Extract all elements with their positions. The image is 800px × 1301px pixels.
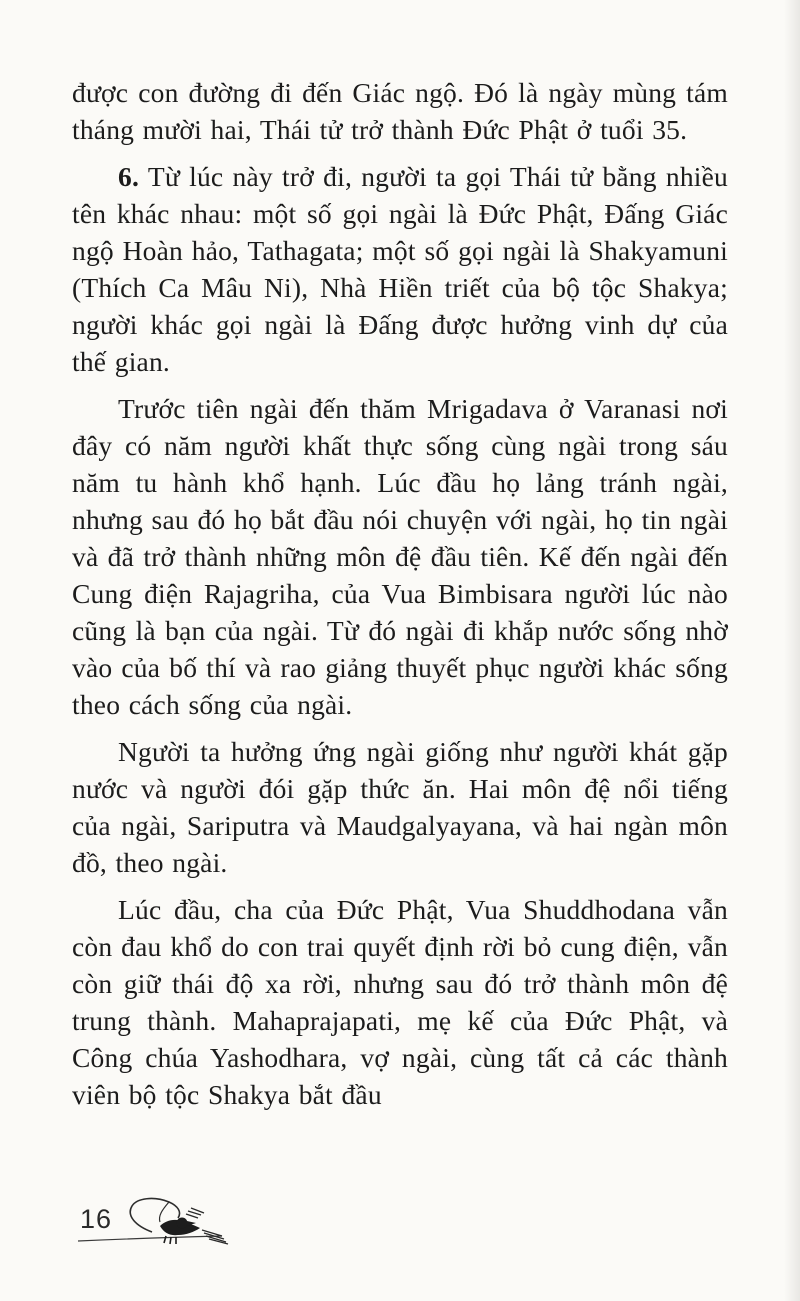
page-footer [74, 1192, 264, 1254]
paragraph-text: Trước tiên ngài đến thăm Mrigadava ở Varanasi nơi đây có năm người khất thực sống cùng ngài trong sáu năm tu hành khổ hạnh. Lúc đầu họ lảng tránh ngài, nhưng sau đó họ bắt đầu nói chuyện với ngài, họ tin ngài và đã trở thành những môn đệ đầu tiên. Kế đến ngài đến Cung điện Rajagriha, của Vua Bimbisara người lúc nào cũng là bạn của ngài. Từ đó ngài đi khắp nước sống nhờ vào của bố thí và rao giảng thuyết phục người khác sống theo cách sống của ngài. [72, 393, 728, 720]
page-text-block [72, 74, 728, 1123]
paragraph [72, 74, 728, 148]
paragraph [72, 390, 728, 723]
paragraph [72, 158, 728, 380]
paragraph-text: Từ lúc này trở đi, người ta gọi Thái tử bằng nhiều tên khác nhau: một số gọi ngài là Đức Phật, Đấng Giác ngộ Hoàn hảo, Tathagata; một số gọi ngài là Shakyamuni (Thích Ca Mâu Ni), Nhà Hiền triết của bộ tộc Shakya; người khác gọi ngài là Đấng được hưởng vinh dự của thế gian. [72, 161, 728, 377]
paragraph-text: Lúc đầu, cha của Đức Phật, Vua Shuddhodana vẫn còn đau khổ do con trai quyết định rời bỏ cung điện, vẫn còn giữ thái độ xa rời, nhưng sau đó trở thành môn đệ trung thành. Mahaprajapati, mẹ kế của Đức Phật, và Công chúa Yashodhara, vợ ngài, cùng tất cả các thành viên bộ tộc Shakya bắt đầu [72, 894, 728, 1110]
paragraph-text: được con đường đi đến Giác ngộ. Đó là ngày mùng tám tháng mười hai, Thái tử trở thành Đức Phật ở tuổi 35. [72, 77, 728, 145]
paragraph-text: Người ta hưởng ứng ngài giống như người khát gặp nước và người đói gặp thức ăn. Hai môn đệ nổi tiếng của ngài, Sariputra và Maudgalyayana, và hai ngàn môn đồ, theo ngài. [72, 736, 728, 878]
page-number: 16 [80, 1204, 113, 1234]
paragraph-number: 6. [118, 161, 140, 192]
paragraph [72, 733, 728, 881]
paragraph [72, 891, 728, 1113]
